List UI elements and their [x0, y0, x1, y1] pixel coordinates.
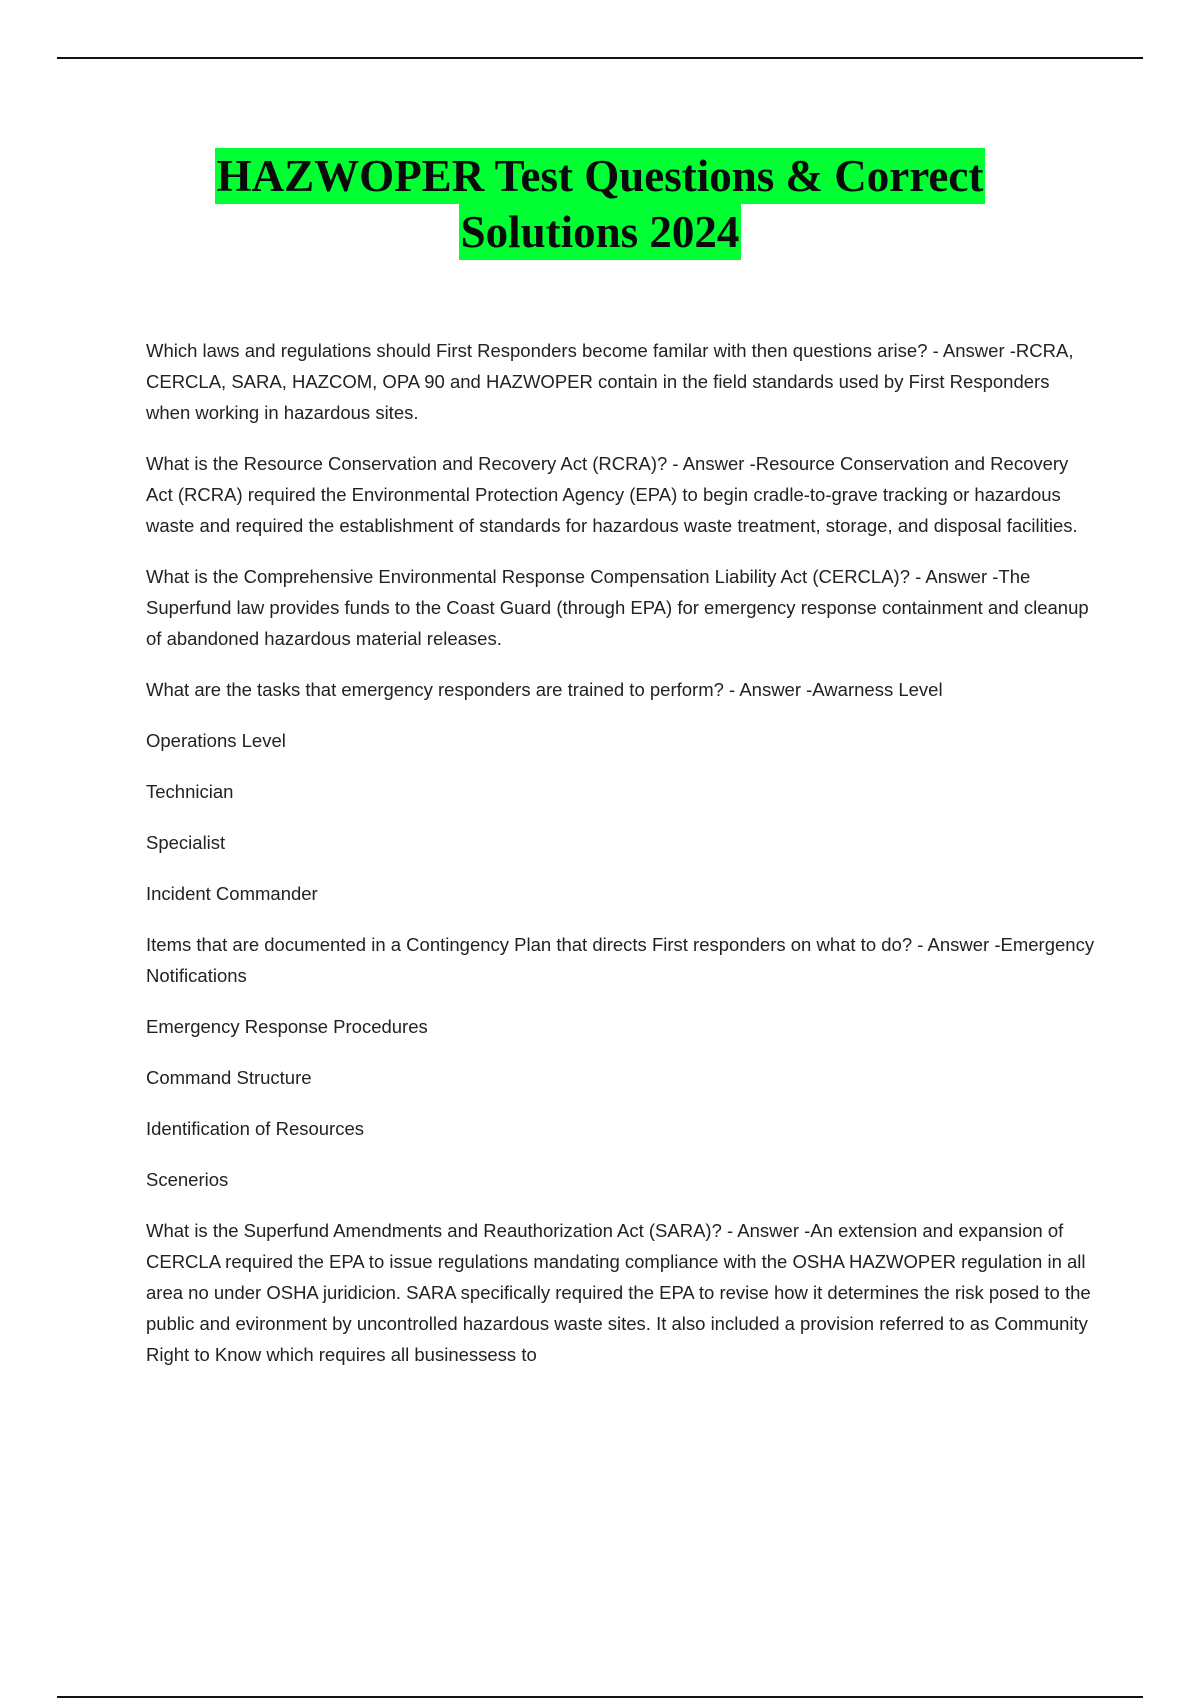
list-item: Operations Level	[146, 730, 286, 751]
document-title	[100, 148, 1100, 260]
paragraph-rcra: What is the Resource Conservation and Recovery Act (RCRA)? - Answer -Resource Conservation and Recovery Act (RCRA) required the Environmental Protection Agency (EPA) to begin cradle-to-grave tracking or hazardous waste and required the establishment of standards for hazardous waste treatment, storage, and disposal facilities.	[146, 453, 1078, 536]
bottom-divider	[57, 1696, 1143, 1698]
paragraph-cercla: What is the Comprehensive Environmental Response Compensation Liability Act (CERCLA)? - Answer -The Superfund law provides funds to the Coast Guard (through EPA) for emergency response containment and cleanup of abandoned hazardous material releases.	[146, 566, 1089, 649]
list-item: Command Structure	[146, 1067, 312, 1088]
paragraph-laws: Which laws and regulations should First Responders become familar with then questions arise? - Answer -RCRA, CERCLA, SARA, HAZCOM, OPA 90 and HAZWOPER contain in the field standards used by First Responders when working in hazardous sites.	[146, 340, 1074, 423]
title-line-1: HAZWOPER Test Questions & Correct	[215, 148, 986, 204]
list-item: Emergency Response Procedures	[146, 1016, 428, 1037]
paragraph-sara: What is the Superfund Amendments and Reauthorization Act (SARA)? - Answer -An extension and expansion of CERCLA required the EPA to issue regulations mandating compliance with the OSHA HAZWOPER regulation in all area no under OSHA juridicion. SARA specifically required the EPA to revise how it determines the risk posed to the public and evironment by uncontrolled hazardous waste sites. It also included a provision referred to as Community Right to Know which requires all businessess to	[146, 1220, 1091, 1365]
list-item: Technician	[146, 781, 234, 802]
list-item: Specialist	[146, 832, 226, 853]
list-item: Incident Commander	[146, 883, 318, 904]
title-line-2: Solutions 2024	[459, 204, 742, 260]
paragraph-tasks: What are the tasks that emergency responders are trained to perform? - Answer -Awarness Level	[146, 679, 943, 700]
list-item: Identification of Resources	[146, 1118, 365, 1139]
list-item: Scenerios	[146, 1169, 229, 1190]
top-divider	[57, 57, 1143, 59]
document-body	[146, 335, 1096, 1390]
paragraph-contingency: Items that are documented in a Contingency Plan that directs First responders on what to do? - Answer -Emergency Notifications	[146, 934, 1095, 986]
